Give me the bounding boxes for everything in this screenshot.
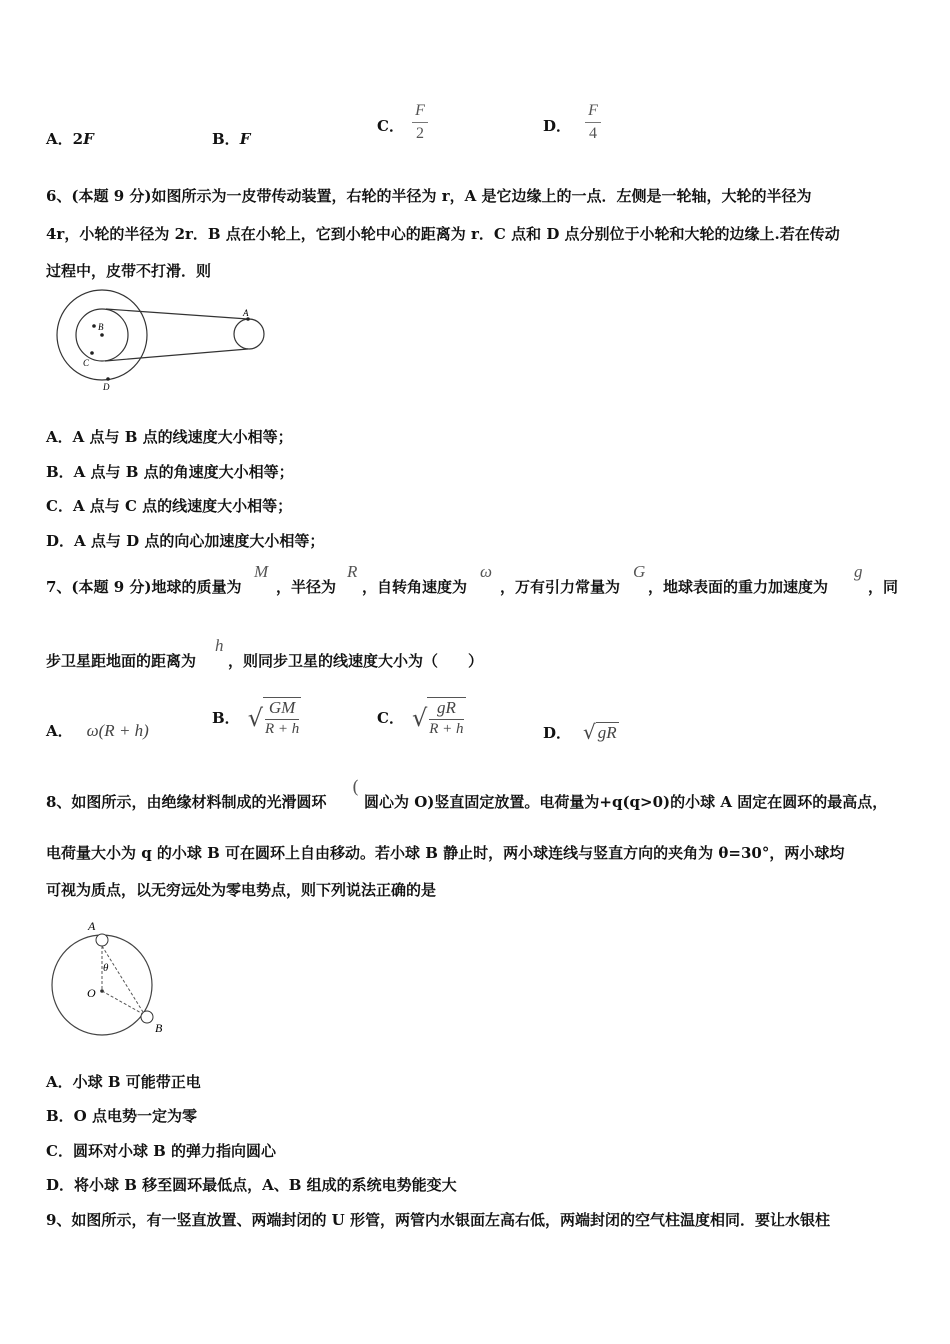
label-a: A [88, 919, 96, 933]
q5-option-b: B．F [212, 130, 251, 148]
symbol-r: R [347, 562, 358, 581]
q6-text-line1: 6、(本题 9 分)如图所示为一皮带传动装置，右轮的半径为 r，A 是它边缘上的一点．左侧是一轮轴，大轮的半径为 [46, 187, 812, 205]
ring [52, 935, 152, 1035]
q8-text-line2: 电荷量大小为 q 的小球 B 可在圆环上自由移动。若小球 B 静止时，两小球连线与竖直方向的夹角为 θ=30°，两小球均 [46, 844, 845, 862]
label-o: O [87, 986, 96, 1000]
right-wheel [234, 319, 264, 349]
symbol-g: g [854, 562, 863, 581]
ball-a [96, 934, 108, 946]
q7-option-c: C． √ gR R + h [377, 698, 464, 737]
q8-option-d: D．将小球 B 移至圆环最低点，A、B 组成的系统电势能变大 [46, 1176, 457, 1194]
point-c-dot [90, 351, 94, 355]
q7-option-a: A． ω(R + h) [46, 720, 149, 740]
q5-option-a: A．2F [46, 130, 94, 148]
ab-dashed-line [102, 946, 143, 1012]
q8-text-line3: 可视为质点，以无穷远处为零电势点，则下列说法正确的是 [46, 881, 437, 899]
q6-option-d: D．A 点与 D 点的向心加速度大小相等； [46, 532, 325, 550]
label-a: A [243, 308, 249, 318]
point-d-dot [106, 377, 110, 381]
q6-text-line2: 4r，小轮的半径为 2r．B 点在小轮上，它到小轮中心的距离为 r．C 点和 D 点分别位于小轮和大轮的边缘上.若在传动 [46, 225, 840, 243]
q5-option-d: D． $\frac{F}{4}$ [543, 102, 601, 143]
q8-option-c: C．圆环对小球 B 的弹力指向圆心 [46, 1142, 277, 1160]
symbol-h: h [215, 636, 224, 655]
point-b-dot [92, 324, 96, 328]
ball-b [141, 1011, 153, 1023]
label-theta: θ [103, 962, 109, 974]
q8-option-b: B．O 点电势一定为零 [46, 1107, 197, 1125]
q6-text-line3: 过程中，皮带不打滑．则 [46, 262, 212, 280]
q7-option-b: B． √ GM R + h [212, 698, 300, 737]
label-c: C [83, 358, 90, 368]
q7-text-line2: 步卫星距地面的距离为 h ，则同步卫星的线速度大小为（ ） [46, 636, 484, 670]
q5-option-c: C． $\frac{F}{2}$ [377, 102, 428, 143]
symbol-omega: ω [480, 562, 493, 581]
wheel-center-dot [100, 333, 104, 337]
symbol-g-const: G [633, 562, 646, 581]
label-b: B [98, 322, 104, 332]
q6-option-a: A．A 点与 B 点的线速度大小相等； [46, 428, 293, 446]
q6-option-b: B．A 点与 B 点的角速度大小相等； [46, 463, 294, 481]
q7-option-d: D． √ gR [543, 720, 617, 744]
q6-option-c: C．A 点与 C 点的线速度大小相等； [46, 497, 293, 515]
label-d: D [103, 382, 110, 392]
q8-text-line1: 8、如图所示，由绝缘材料制成的光滑圆环 ( 圆心为 O)竖直固定放置。电荷量为+q(q>0)的小球 A 固定在圆环的最高点， [46, 777, 888, 811]
symbol-m: M [254, 562, 269, 581]
belt-drive-figure [50, 288, 275, 393]
label-b: B [155, 1021, 163, 1035]
belt-top [106, 309, 248, 319]
belt-bottom [105, 349, 248, 361]
ring-figure [44, 915, 174, 1050]
q8-option-a: A．小球 B 可能带正电 [46, 1073, 201, 1091]
center-o-dot [100, 989, 104, 993]
q9-text-line1: 9、如图所示，有一竖直放置、两端封闭的 U 形管，两管内水银面左高右低，两端封闭的空气柱温度相同．要让水银柱 [46, 1211, 830, 1229]
